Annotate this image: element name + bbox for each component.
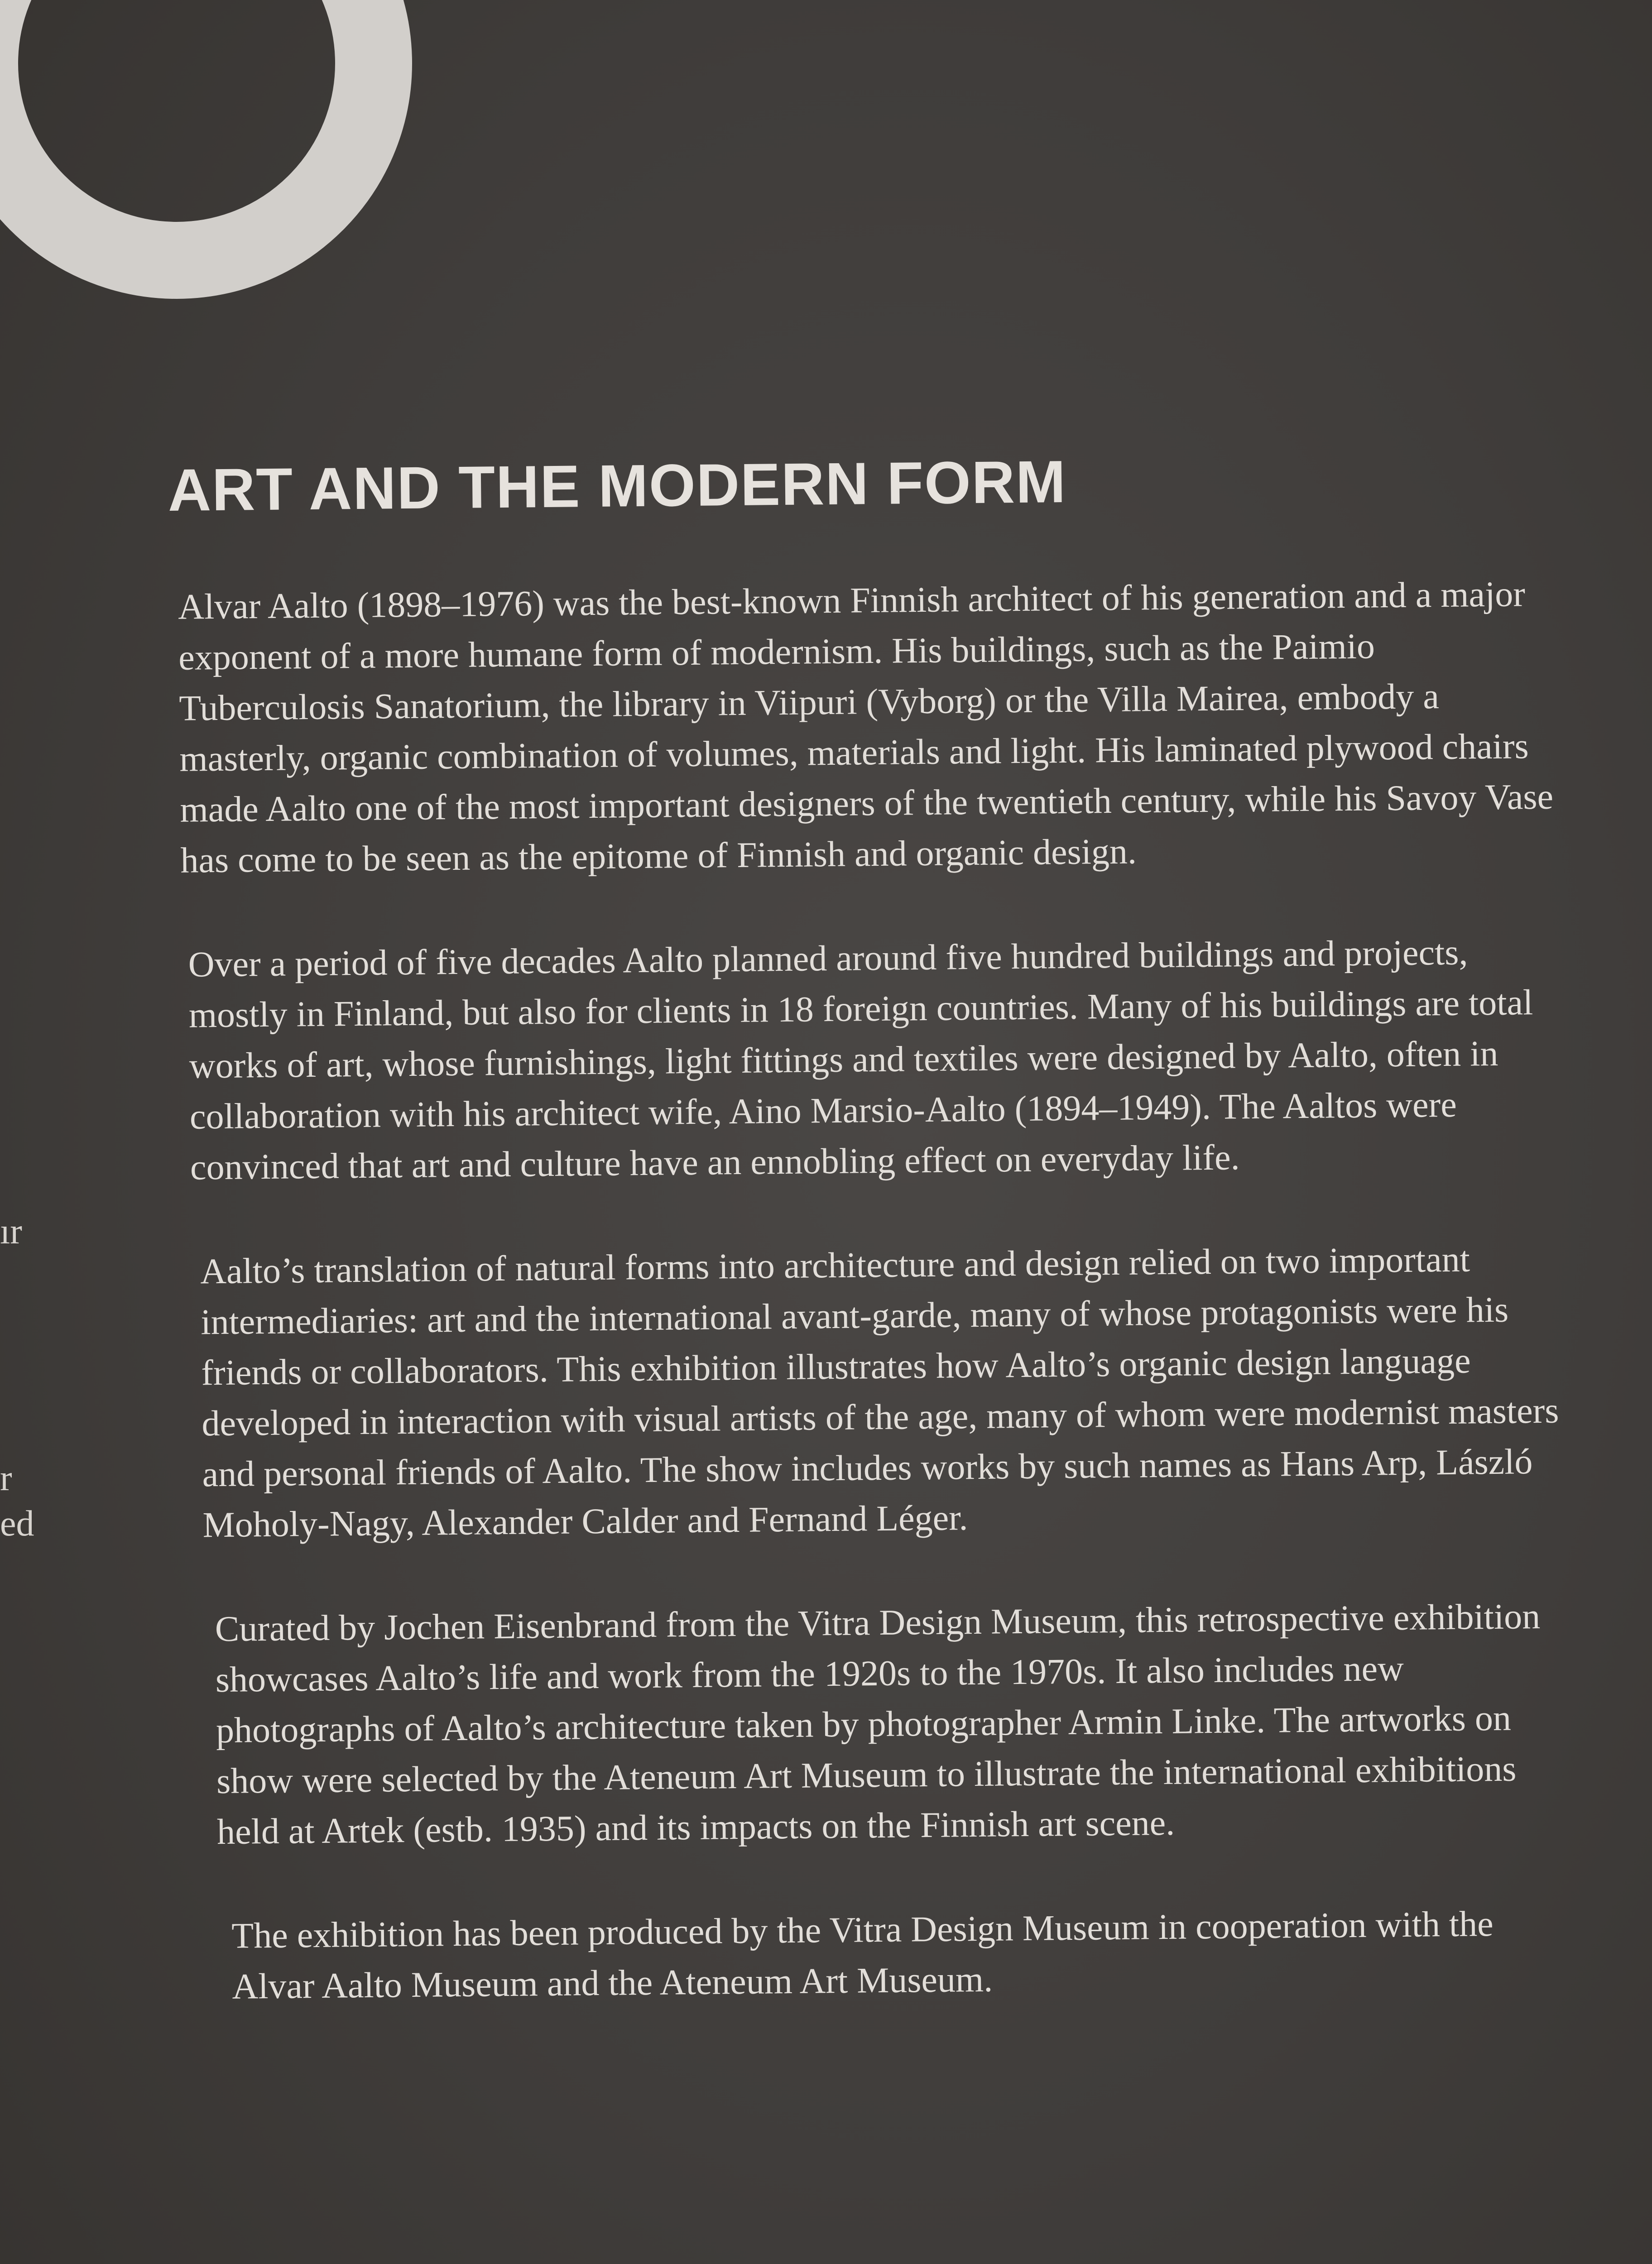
- edge-text-fragment: ır: [0, 1212, 22, 1252]
- circle-ring-graphic: [0, 0, 412, 299]
- paragraph-credits: The exhibition has been produced by the Vitra Design Museum in cooperation with the Alvar Aalto Museum and the Ateneum Art Museum.: [231, 1904, 1494, 2007]
- edge-text-fragment: ed: [0, 1504, 34, 1544]
- panel-content: [168, 444, 1578, 2066]
- panel-title: ART AND THE MODERN FORM: [167, 448, 1067, 523]
- paragraph-intro: Alvar Aalto (1898–1976) was the best-known Finnish architect of his generation and a major exponent of a more humane form of modernism. His buildings, such as the Paimio Tuberculosis Sanatorium, the library in Viipuri (Vyborg) or the Villa Mairea, embody a masterly, organic combination of volumes, materials and light. His laminated plywood chairs made Aalto one of the most important designers of the twentieth century, while his Savoy Vase has come to be seen as the epitome of Finnish and organic design.: [178, 574, 1554, 881]
- paragraph-curation: Curated by Jochen Eisenbrand from the Vitra Design Museum, this retrospective exhibition showcases Aalto’s life and work from the 1920s to the 1970s. It also includes new photographs of Aalto’s architecture taken by photographer Armin Linke. The artworks on show were selected by the Ateneum Art Museum to illustrate the international exhibitions held at Artek (estb. 1935) and its impacts on the Finnish art scene.: [215, 1597, 1541, 1852]
- edge-text-fragment: r: [0, 1458, 12, 1498]
- paragraph-art-influence: Aalto’s translation of natural forms into architecture and design relied on two important intermediaries: art and the international avant-garde, many of whose protagonists were his friends or collaborators. This exhibition illustrates how Aalto’s organic design language developed in interaction with visual artists of the age, many of whom were modernist masters and personal friends of Aalto. The show includes works by such names as Hans Arp, László Moholy-Nagy, Alexander Calder and Fernand Léger.: [200, 1239, 1559, 1545]
- paragraph-buildings: Over a period of five decades Aalto planned around five hundred buildings and projects, mostly in Finland, but also for clients in 18 foreign countries. Many of his buildings are total works of art, whose furnishings, light fittings and textiles were designed by Aalto, often in collaboration with his architect wife, Aino Marsio-Aalto (1894–1949). The Aaltos were convinced that art and culture have an ennobling effect on everyday life.: [188, 932, 1533, 1188]
